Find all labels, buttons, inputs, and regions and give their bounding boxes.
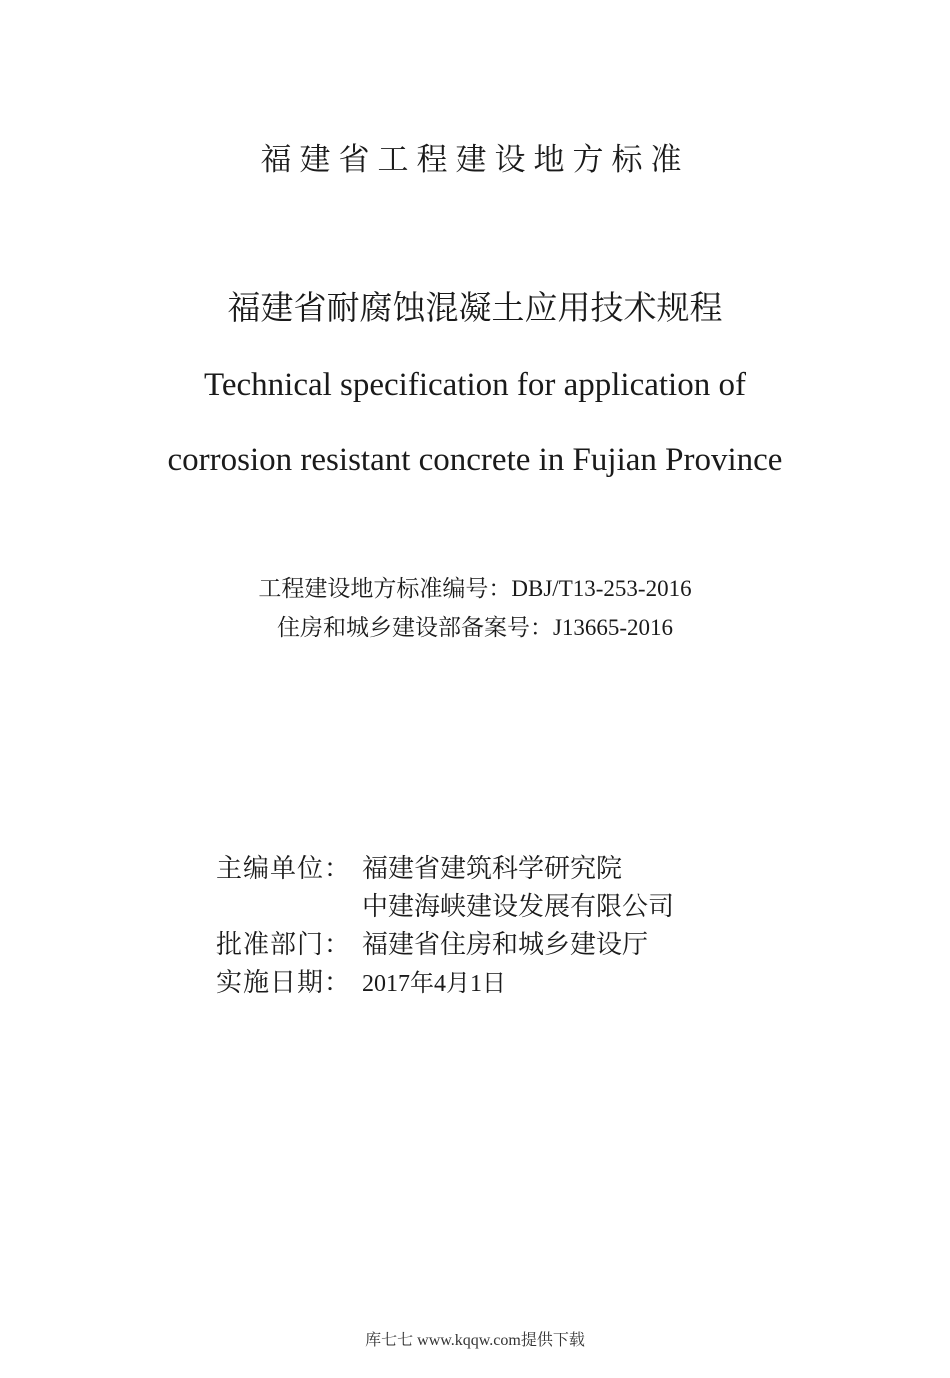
- standard-series-label: 福建省工程建设地方标准: [260, 142, 690, 178]
- record-number-label: 住房和城乡建设部备案号：: [276, 615, 553, 641]
- editor-org-1: 福建省建筑科学研究院: [362, 854, 623, 884]
- editor-row-2: [216, 888, 674, 926]
- approver-row: [216, 926, 648, 964]
- effective-date-value: 2017年4月1日: [362, 971, 506, 997]
- standard-number-line: [0, 574, 950, 604]
- effective-date-row: [216, 964, 506, 1003]
- document-title-english-line-1: Technical specification for application of: [204, 367, 746, 403]
- approver-label: 批准部门：: [216, 930, 352, 960]
- record-number-line: [0, 613, 950, 643]
- document-title-english-line-2: corrosion resistant concrete in Fujian Province: [167, 442, 783, 478]
- download-source-footer: 库七七 www.kqqw.com提供下载: [365, 1332, 585, 1349]
- record-number-value: J13665-2016: [552, 615, 674, 640]
- standard-number-value: DBJ/T13-253-2016: [511, 576, 692, 601]
- standard-number-label: 工程建设地方标准编号：: [258, 576, 512, 602]
- approver-org: 福建省住房和城乡建设厅: [362, 930, 649, 960]
- effective-date-label: 实施日期：: [216, 968, 352, 998]
- document-title-chinese: 福建省耐腐蚀混凝土应用技术规程: [227, 288, 723, 327]
- editor-org-2: 中建海峡建设发展有限公司: [362, 892, 675, 922]
- editor-label: 主编单位：: [216, 854, 352, 884]
- editor-row: [216, 850, 622, 888]
